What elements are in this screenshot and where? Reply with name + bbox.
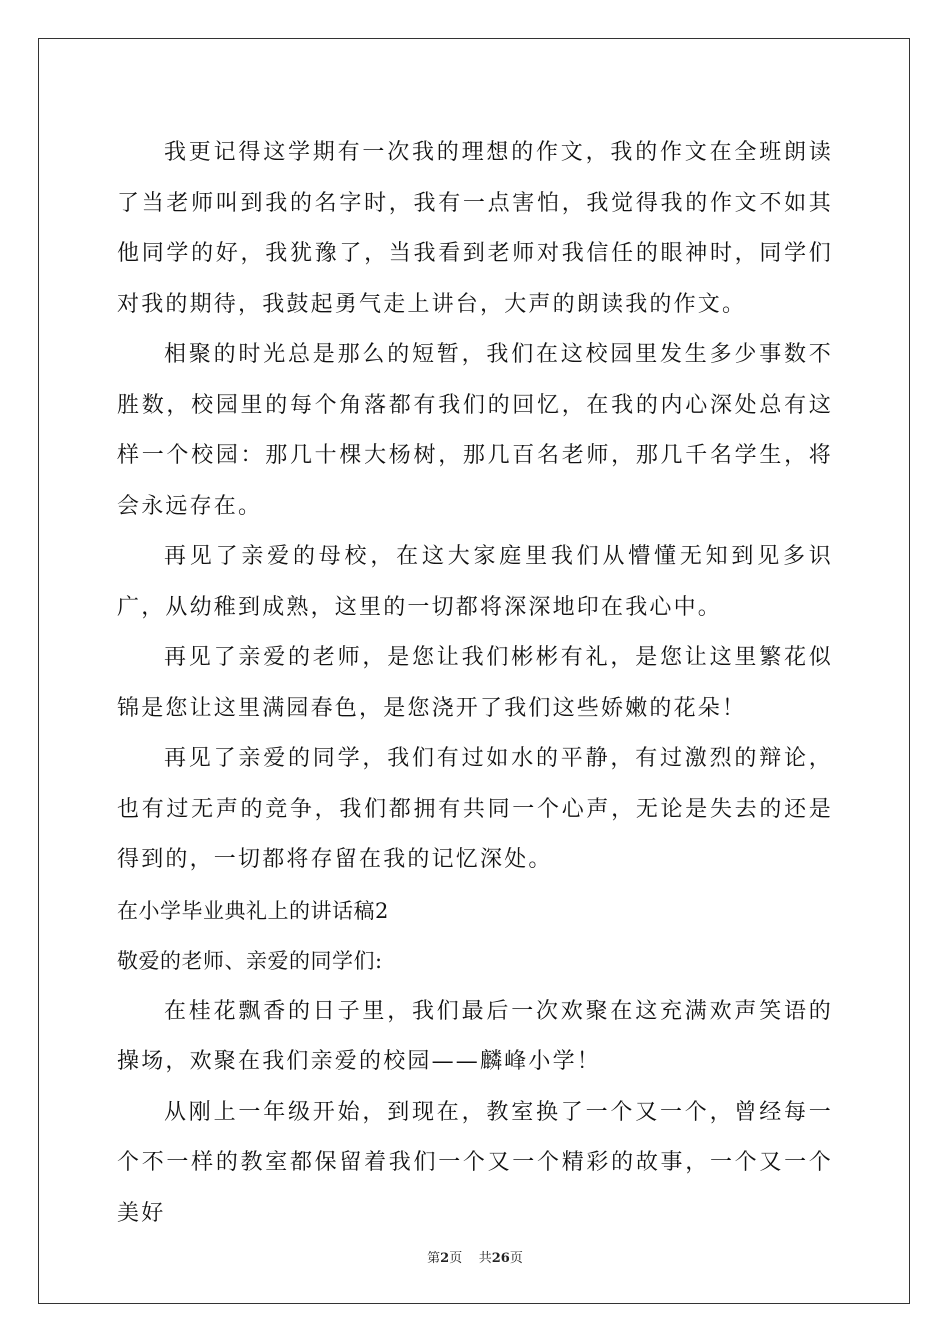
salutation: 敬爱的老师、亲爱的同学们: [117, 949, 383, 973]
total-prefix: 共 [478, 1251, 492, 1266]
page-suffix: 页 [449, 1251, 463, 1266]
paragraph-time-together: 相聚的时光总是那么的短暂，我们在这校园里发生多少事数不胜数，校园里的每个角落都有我们的回忆，在我的内心深处总有这样一个校园：那几十棵大杨树，那几百名老师，那几千名学生，将会永远存在。 [117, 342, 833, 519]
paragraph-farewell-classmates: 再见了亲爱的同学，我们有过如水的平静，有过激烈的辩论，也有过无声的竞争，我们都拥有共同一个心声，无论是失去的还是得到的，一切都将存留在我的记忆深处。 [117, 746, 833, 872]
paragraph-first-grade: 从刚上一年级开始，到现在，教室换了一个又一个，曾经每一个不一样的教室都保留着我们一个又一个精彩的故事，一个又一个美好 [117, 1099, 833, 1226]
total-suffix: 页 [509, 1251, 523, 1266]
page-prefix: 第 [427, 1251, 441, 1266]
document-body [117, 128, 833, 1239]
section-title: 在小学毕业典礼上的讲话稿2 [117, 898, 389, 923]
paragraph-memory-essay: 我更记得这学期有一次我的理想的作文，我的作文在全班朗读了当老师叫到我的名字时，我有一点害怕，我觉得我的作文不如其他同学的好，我犹豫了，当我看到老师对我信任的眼神时，同学们对我的期待，我鼓起勇气走上讲台，大声的朗读我的作文。 [117, 140, 833, 317]
page-number: 2 [440, 1251, 450, 1266]
total-pages: 26 [491, 1251, 510, 1266]
page-footer [0, 1247, 950, 1266]
paragraph-farewell-school: 再见了亲爱的母校，在这大家庭里我们从懵懂无知到见多识广，从幼稚到成熟，这里的一切都将深深地印在我心中。 [117, 544, 833, 620]
paragraph-osmanthus: 在桂花飘香的日子里，我们最后一次欢聚在这充满欢声笑语的操场，欢聚在我们亲爱的校园——麟峰小学！ [117, 998, 833, 1074]
paragraph-farewell-teachers: 再见了亲爱的老师，是您让我们彬彬有礼，是您让这里繁花似锦是您让这里满园春色，是您浇开了我们这些娇嫩的花朵！ [117, 645, 833, 721]
